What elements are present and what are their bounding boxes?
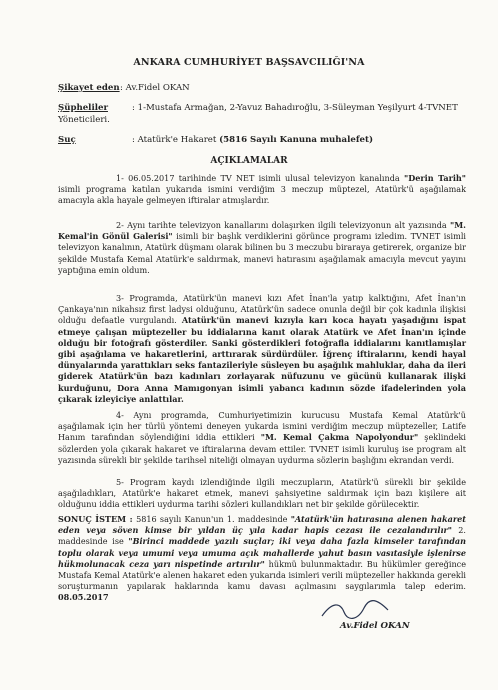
p4-text-a: 4- Aynı programda, Cumhuriyetimizin kurucusu Mustafa Kemal Atatürk'ü aşağılamak için her türlü yöntemi deneyen yukarda ismini verdiğim meczup müptezeller, Latife Hanım tarafından söylendiğini iddia ettikleri — [58, 410, 466, 443]
p2-text-a: 2- Aynı tarihte televizyon kanallarını dolaşırken ilgili televizyonun alt yazısında — [116, 220, 450, 230]
paragraph-1 — [58, 173, 466, 207]
conclusion-paragraph — [58, 514, 466, 604]
p3-bold-text: Atatürk'ün manevi kızıyla karı koca hayatı yaşadığını ispat etmeye çalışan müptezeller bu iddialarına kanıt olarak Atatürk ve Afet İnan'ın içinde olduğu bir fotoğrafı gösterdiler. Sanki gösterdikleri fotoğrafla iddialarını kanıtlamışlar gibi aşağılama ve hakaretlerini, arttırarak sürdürdüler. İğrenç iftiralarını, kendi hayal dünyalarında yarattıkları seks fantazileriyle süsleyen bu aşağılık mahluklar, daha da ileri giderek Atatürk'ün bazı kadınları zorlayarak nüfuzunu ve gücünü kullanarak ilişki kurduğunu, Dora Anna Mamıgonyan isimli yabancı kadının sözde ifadelerinden yola çıkarak izleyiciye anlattılar. — [58, 315, 466, 404]
p4-quote: "M. Kemal Çakma Napolyondur" — [260, 432, 419, 443]
section-title: AÇIKLAMALAR — [210, 156, 288, 166]
document-title: ANKARA CUMHURİYET BAŞSAVCILIĞI'NA — [133, 57, 365, 68]
paragraph-2 — [58, 220, 466, 276]
p5-text: 5- Program kaydı izlendiğinde ilgili meczupların, Atatürk'ü sürekli bir şekilde aşağıladıkları, Atatürk'e hakaret etmek, manevi şahsiyetine saldırmak için bazı kişilere ait olduğunu iddia ettikleri uydurma tarihi sözleri kullandıkları net bir şekilde görülecektir. — [58, 477, 466, 510]
p3-text-a: 3- Programda, Atatürk'ün manevi kızı Afet İnan'la yatıp kalktığını, Afet İnan'ın Çankaya'nın nikahsız first ladysi olduğunu, Atatürk'ün sadece onunla değil bir çok kadınla ilişkisi olduğu defaatle vurgulandı. — [58, 293, 466, 326]
crime-law: (5816 Sayılı Kanuna muhalefet) — [219, 135, 374, 145]
p1-text-a: 1- 06.05.2017 tarihinde TV NET isimli ulusal televizyon kanalında — [116, 173, 404, 183]
complainant-value: : Av.Fidel OKAN — [120, 83, 190, 93]
suspects-label: Şüpheliler — [58, 103, 108, 113]
request-date: 08.05.2017 — [58, 592, 109, 603]
suspects-value: : 1-Mustafa Armağan, 2-Yavuz Bahadıroğlu, 3-Süleyman Yeşilyurt 4-TVNET — [132, 103, 458, 113]
suspects-value-2: Yöneticileri. — [58, 115, 110, 125]
conclusion-label: SONUÇ İSTEM : — [58, 514, 137, 524]
p4-text-c: şeklindeki sözlerden yola çıkarak hakaret ve iftiralarına devam ettiler. TVNET isimli kuruluş ise program alt yazısında sürekli bir şekilde tarihsel niteliği olmayan uydurma sözlerin başlığını ekrandan verdi. — [58, 432, 466, 465]
p2-caption: "M. Kemal'in Gönül Galerisi" — [58, 220, 466, 242]
handwritten-signature — [318, 598, 392, 622]
crime-value: : Atatürk'e Hakaret — [132, 135, 220, 145]
p2-text-c: isimli bir başlık verdiklerini görünce programı izledim. TVNET isimli televizyon kanalının, Atatürk düşmanı olarak bilinen bu 3 meczubu biraraya getirerek, organize bir şekilde Mustafa Kemal Atatürk'e saldırmak, manevi hatırasını aşağılamak amacıyla mevcut yayını yaptığına emin oldum. — [58, 231, 466, 275]
conclusion-text-f: hükmü bulunmaktadır. Bu hükümler gereğince Mustafa Kemal Atatürk'e alenen hakaret eden yukarıda isimleri verili müptezeller hakkında gerekli soruşturmanın yapılarak haklarında kamu davası açılmasını saygılarımla talep ederim. — [58, 558, 466, 592]
p1-program-name: "Derin Tarih" — [403, 173, 467, 183]
complainant-label: Şikayet eden — [58, 83, 120, 93]
complainant-line — [58, 82, 458, 94]
conclusion-text-b: 5816 sayılı Kanun'un 1. maddesinde — [136, 514, 291, 524]
paragraph-4 — [58, 410, 466, 466]
conclusion-text-d: 2. maddesinde ise — [58, 525, 466, 547]
law-article-1-quote: "Atatürk'ün hatırasına alenen hakaret eden veya söven kimse bir yıldan üç yıla kadar hapis cezası ile cezalandırılır" — [58, 514, 467, 536]
crime-line — [58, 134, 458, 146]
paragraph-3 — [58, 293, 466, 405]
signature-name: Av.Fidel OKAN — [340, 621, 410, 631]
law-article-2-quote: "Birinci maddede yazılı suçlar; iki veya daha fazla kimseler tarafından toplu olarak veya umumi veya umuma açık mahallerde yahut basın vasıtasiyle işlenirse hükmolunacak ceza yarı nispetinde artırılır" — [58, 536, 467, 569]
paragraph-5 — [58, 477, 466, 511]
p1-text-c: isimli programa katılan yukarıda ismini verdiğim 3 meczup müptezel, Atatürk'ü aşağılamak amacıyla akla hayale gelmeyen iftiralar atmışlardır. — [58, 184, 466, 206]
suspects-line — [58, 102, 458, 126]
crime-label: Suç — [58, 135, 76, 145]
